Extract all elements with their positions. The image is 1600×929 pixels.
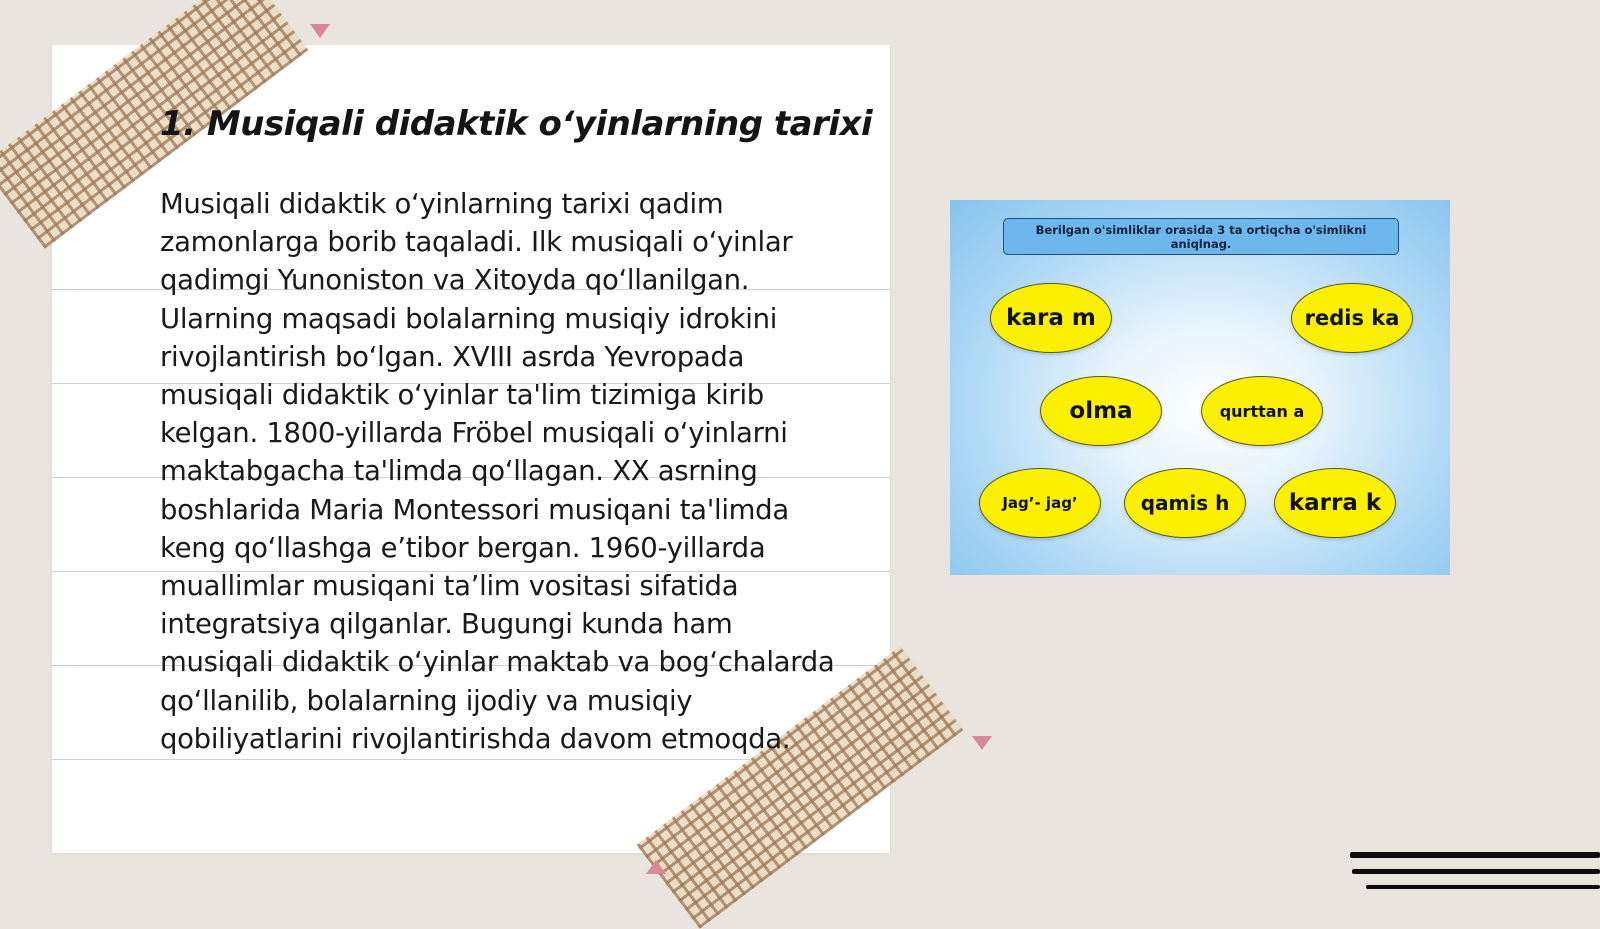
tape-tip-pink: [972, 736, 992, 750]
word-oval: qamis h: [1124, 468, 1246, 538]
tape-tip-pink: [310, 24, 330, 38]
word-oval: Jag’- jag’: [979, 468, 1101, 538]
game-illustration: [950, 200, 1450, 575]
game-instruction-banner: Berilgan o'simliklar orasida 3 ta ortiqcha o'simlikni aniqlnag.: [1003, 218, 1399, 255]
history-paragraph: Musiqali didaktik o‘yinlarning tarixi qadim zamonlarga borib taqaladi. Ilk musiqali o‘yinlar qadimgi Yunoniston va Xitoyda qo‘llanilgan. Ularning maqsadi bolalarning musiqiy idrokini rivojlantirish bo‘lgan. XVIII asrda Yevropada musiqali didaktik o‘yinlar ta'lim tizimiga kirib kelgan. 1800-yillarda Fröbel musiqali o‘yinlarni maktabgacha ta'limda qo‘llagan. XX asrning boshlarida Maria Montessori musiqani ta'limda keng qo‘llashga e’tibor bergan. 1960-yillarda muallimlar musiqani ta’lim vositasi sifatida integratsiya qilganlar. Bugungi kunda ham musiqali didaktik o‘yinlar maktab va bog‘chalarda qo‘llanilib, bolalarning ijodiy va musiqiy qobiliyatlarini rivojlantirishda davom etmoqda.: [160, 188, 835, 755]
tape-tip-pink: [646, 860, 666, 874]
word-oval: qurttan a: [1201, 376, 1323, 446]
decorative-stripe: [1350, 852, 1600, 858]
slide-title: 1. Musiqali didaktik o‘yinlarning tarixi: [160, 104, 873, 144]
word-oval: kara m: [990, 283, 1112, 353]
word-oval: olma: [1040, 376, 1162, 446]
decorative-stripe: [1352, 869, 1600, 874]
word-oval: karra k: [1274, 468, 1396, 538]
decorative-stripe: [1366, 885, 1600, 889]
word-oval: redis ka: [1291, 283, 1413, 353]
